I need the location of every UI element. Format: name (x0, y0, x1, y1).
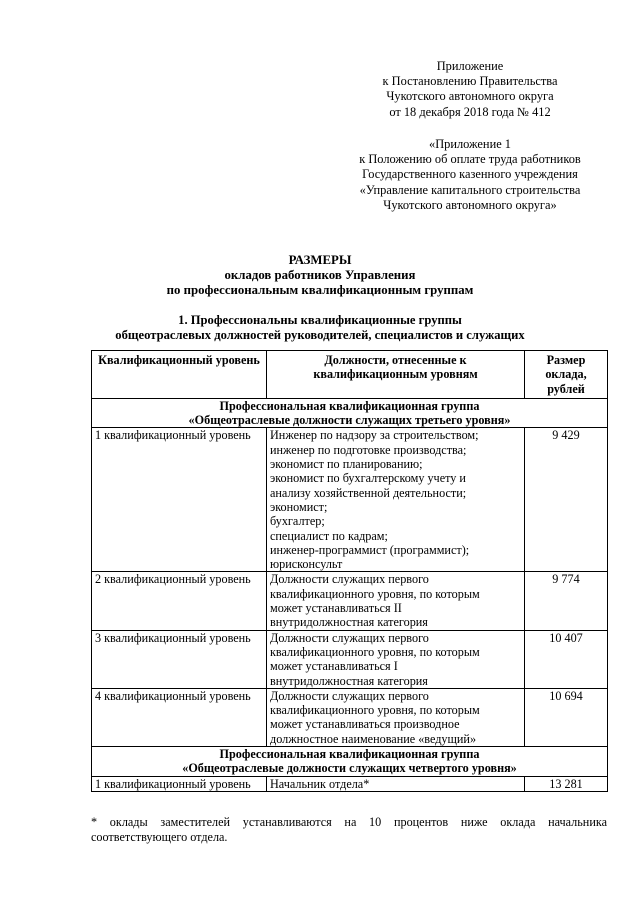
position-line: может устанавливаться II (270, 601, 402, 616)
section-line: 1. Профессиональны квалификационные группы (178, 313, 462, 327)
position-line: Должности служащих первого (270, 688, 429, 703)
header-level: Квалификационный уровень (92, 351, 267, 399)
cell-positions (267, 572, 525, 630)
title-line: РАЗМЕРЫ (288, 253, 352, 267)
group-row (92, 747, 608, 777)
annex-sub-line: «Управление капитального строительства (359, 182, 581, 197)
position-line: Должности служащих первого (270, 572, 429, 587)
annex-line: Приложение (436, 59, 504, 73)
cell-level: 4 квалификационный уровень (92, 688, 267, 746)
annex-line: от 18 декабря 2018 года № 412 (389, 104, 551, 119)
position-line: специалист по кадрам; (270, 528, 388, 543)
position-line: экономист по планированию; (270, 457, 423, 472)
position-line: квалификационного уровня, по которым (270, 586, 480, 601)
position-line: инженер-программист (программист); (270, 542, 470, 557)
document-title (0, 253, 640, 297)
position-line: инженер по подготовке производства; (270, 442, 467, 457)
group-title (92, 747, 608, 777)
position-line: внутридолжностная категория (270, 615, 428, 630)
position-line: может устанавливаться производное (270, 717, 460, 732)
annex-line: к Постановлению Правительства (382, 74, 558, 89)
position-line: внутридолжностная категория (270, 673, 428, 688)
cell-salary: 10 694 (525, 688, 608, 746)
cell-positions (267, 428, 525, 572)
table-row (92, 572, 608, 630)
position-line: бухгалтер; (270, 514, 325, 529)
title-line: по профессиональным квалификационным группам (166, 282, 474, 297)
table-row (92, 630, 608, 688)
header-positions: Должности, отнесенные к квалификационным уровням (267, 351, 525, 399)
cell-level: 1 квалификационный уровень (92, 776, 267, 791)
footnote-text: * оклады заместителей устанавливаются на 10 процентов ниже оклада начальника соответствующего отдела. (91, 815, 607, 845)
group-line: Профессиональная квалификационная группа (219, 747, 480, 762)
cell-level: 2 квалификационный уровень (92, 572, 267, 630)
annex-header (300, 59, 640, 120)
cell-positions (267, 688, 525, 746)
group-line: «Общеотраслевые должности служащих четвертого уровня» (182, 761, 517, 776)
annex-sub-line: «Приложение 1 (429, 137, 511, 151)
group-line: Профессиональная квалификационная группа (219, 398, 480, 413)
position-line: юрисконсульт (270, 557, 343, 572)
table-header-row (92, 351, 608, 399)
cell-salary: 9 429 (525, 428, 608, 572)
table-row (92, 428, 608, 572)
section-line: общеотраслевых должностей руководителей, специалистов и служащих (115, 327, 525, 342)
position-line: квалификационного уровня, по которым (270, 644, 480, 659)
annex-sub-line: Государственного казенного учреждения (362, 167, 578, 182)
table-row (92, 776, 608, 791)
position-line: Начальник отдела* (270, 776, 370, 791)
section-heading (0, 313, 640, 342)
position-line: должностное наименование «ведущий» (270, 731, 477, 746)
cell-salary: 10 407 (525, 630, 608, 688)
cell-positions (267, 776, 525, 791)
position-line: анализу хозяйственной деятельности; (270, 485, 467, 500)
annex-sub-header (300, 137, 640, 213)
cell-positions (267, 630, 525, 688)
position-line: может устанавливаться I (270, 659, 398, 674)
position-line: Должности служащих первого (270, 630, 429, 645)
group-title (92, 398, 608, 428)
table-body (92, 398, 608, 791)
cell-salary: 13 281 (525, 776, 608, 791)
position-line: экономист по бухгалтерскому учету и (270, 471, 466, 486)
cell-level: 3 квалификационный уровень (92, 630, 267, 688)
footnote (91, 815, 607, 846)
title-line: окладов работников Управления (224, 267, 416, 282)
position-line: квалификационного уровня, по которым (270, 703, 480, 718)
cell-salary: 9 774 (525, 572, 608, 630)
header-salary: Размер оклада, рублей (525, 351, 608, 399)
position-line: Инженер по надзору за строительством; (270, 428, 479, 443)
group-line: «Общеотраслевые должности служащих третьего уровня» (188, 413, 511, 428)
position-line: экономист; (270, 499, 328, 514)
group-row (92, 398, 608, 428)
salary-table (91, 350, 608, 792)
annex-sub-line: к Положению об оплате труда работников (359, 152, 581, 167)
annex-sub-line: Чукотского автономного округа» (383, 197, 557, 212)
table-row (92, 688, 608, 746)
annex-line: Чукотского автономного округа (386, 89, 554, 104)
cell-level: 1 квалификационный уровень (92, 428, 267, 572)
